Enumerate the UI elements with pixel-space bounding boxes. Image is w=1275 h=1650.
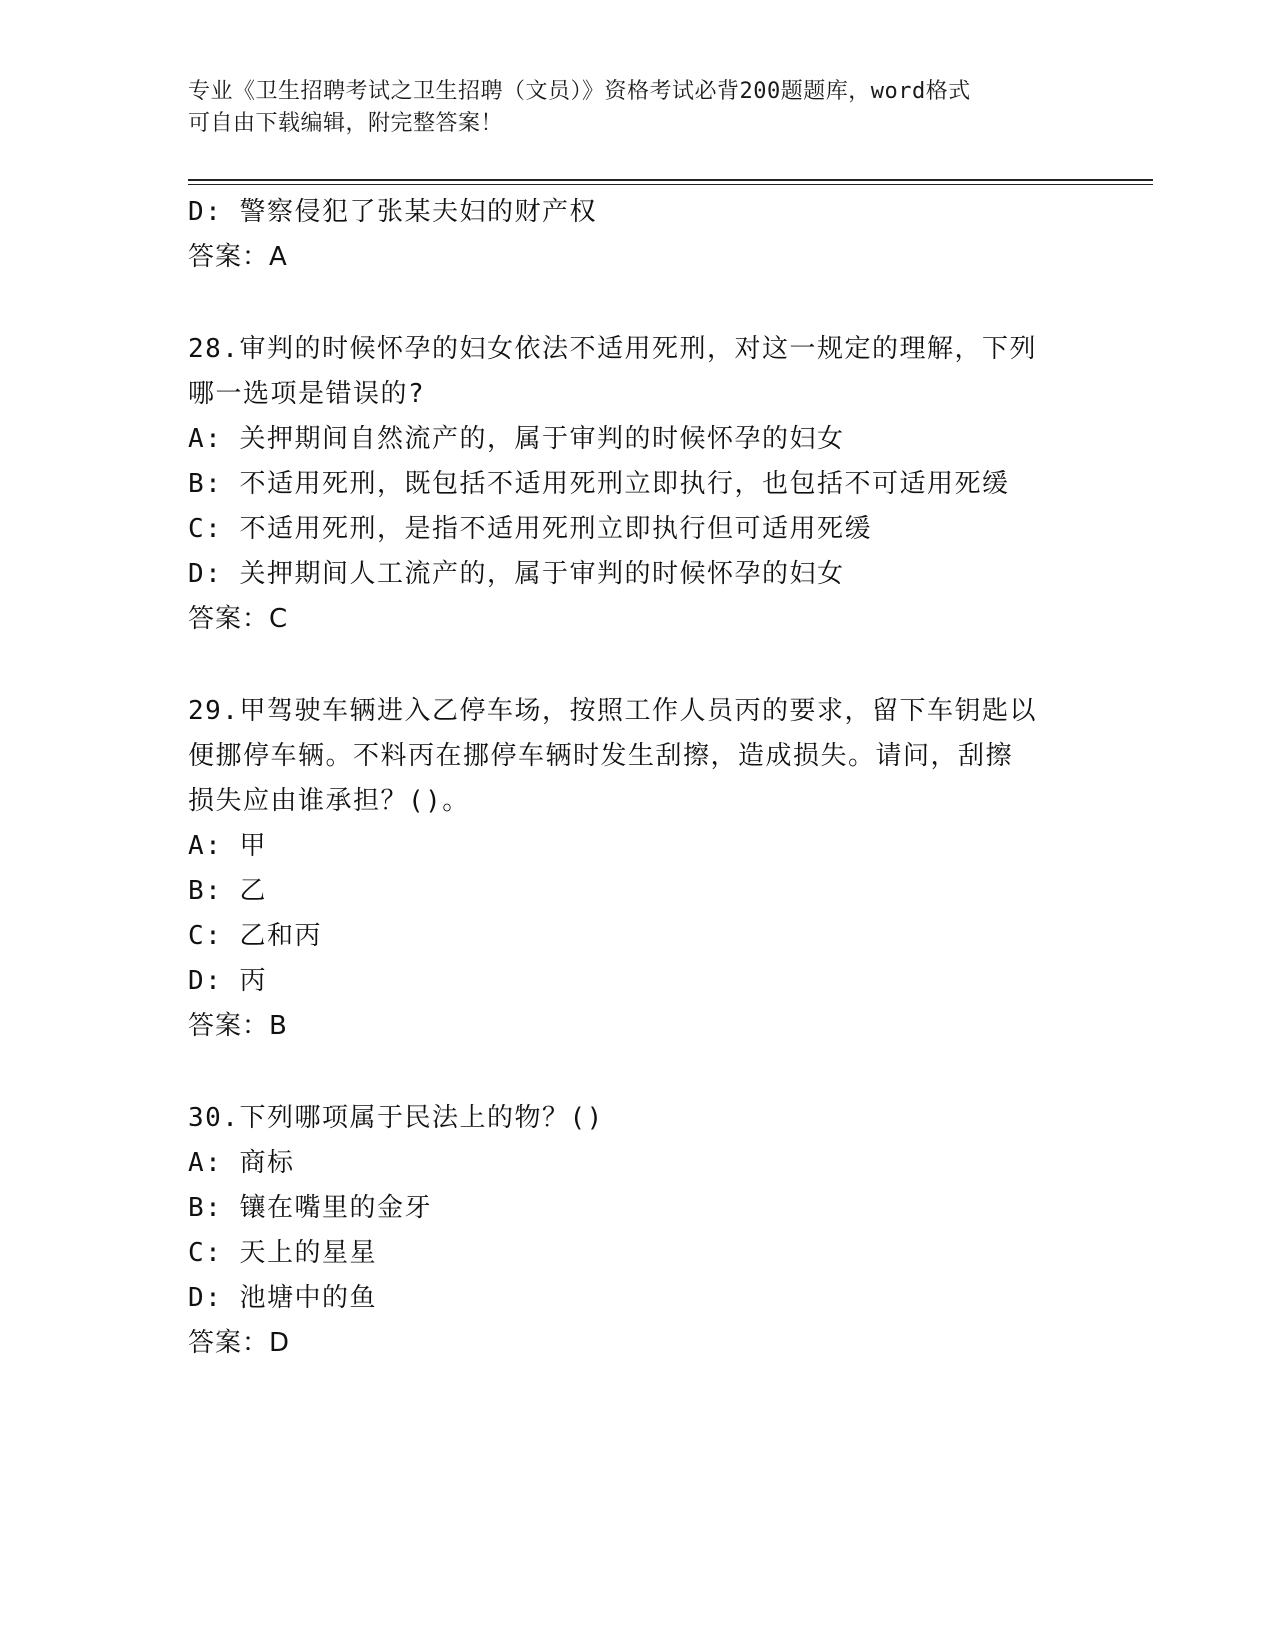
option-b: B: 镶在嘴里的金牙 (188, 1193, 432, 1223)
answer-line: 答案：A (188, 242, 288, 272)
option-d: D: 丙 (188, 966, 267, 996)
option-c: C: 乙和丙 (188, 921, 322, 951)
option-d: D: 池塘中的鱼 (188, 1283, 377, 1313)
question-28 (188, 327, 1088, 642)
option-b: B: 乙 (188, 876, 267, 906)
question-stem-line: 便挪停车辆。不料丙在挪停车辆时发生刮擦，造成损失。请问，刮擦 (188, 741, 1014, 771)
option-b: B: 不适用死刑，既包括不适用死刑立即执行，也包括不可适用死缓 (188, 469, 1010, 499)
option-a: A: 商标 (188, 1148, 295, 1178)
question-stem-line: 28.审判的时候怀孕的妇女依法不适用死刑，对这一规定的理解，下列 (188, 334, 1037, 364)
question-stem-line: 29.甲驾驶车辆进入乙停车场，按照工作人员丙的要求，留下车钥匙以 (188, 696, 1037, 726)
option-a: A: 甲 (188, 831, 267, 861)
question-29 (188, 689, 1088, 1049)
question-content (188, 190, 1088, 1366)
spacer (188, 1049, 1088, 1096)
option-a: A: 关押期间自然流产的，属于审判的时候怀孕的妇女 (188, 424, 845, 454)
option-d: D: 警察侵犯了张某夫妇的财产权 (188, 197, 597, 227)
spacer (188, 280, 1088, 327)
prev-question-tail (188, 190, 1088, 280)
header-line-2: 可自由下载编辑，附完整答案！ (188, 111, 504, 136)
answer-line: 答案：D (188, 1328, 291, 1358)
answer-line: 答案：C (188, 604, 289, 634)
option-c: C: 天上的星星 (188, 1238, 377, 1268)
option-d: D: 关押期间人工流产的，属于审判的时候怀孕的妇女 (188, 559, 845, 589)
answer-line: 答案：B (188, 1011, 288, 1041)
question-stem-line: 损失应由谁承担？()。 (188, 786, 470, 816)
question-stem-line: 30.下列哪项属于民法上的物？() (188, 1103, 604, 1133)
page-header (188, 76, 1068, 140)
question-30 (188, 1096, 1088, 1366)
spacer (188, 642, 1088, 689)
header-line-1: 专业《卫生招聘考试之卫生招聘（文员）》资格考试必背200题题库，word格式 (188, 79, 971, 104)
header-divider-thin (188, 184, 1153, 185)
question-stem-line: 哪一选项是错误的? (188, 379, 426, 409)
option-c: C: 不适用死刑，是指不适用死刑立即执行但可适用死缓 (188, 514, 872, 544)
header-divider-thick (188, 179, 1153, 181)
